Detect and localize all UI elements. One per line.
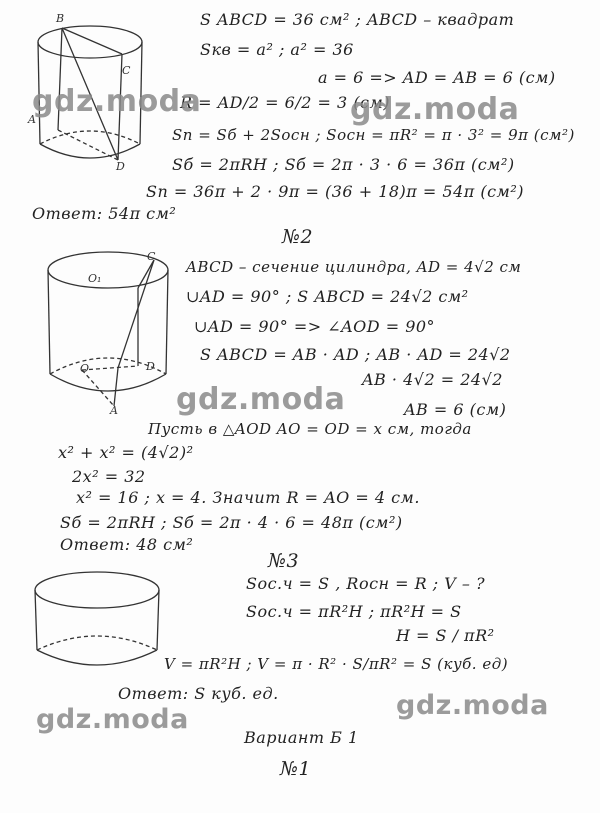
watermark-5: gdz.moda — [396, 690, 549, 721]
fig1-label-a: A — [28, 113, 36, 126]
fig1-label-b: B — [56, 12, 65, 25]
variant-heading: Вариант Б 1 — [244, 728, 359, 747]
p2-line-6: AB = 6 (см) — [404, 400, 507, 419]
fig2-label-o: O — [80, 362, 90, 375]
watermark-1: gdz.moda — [32, 84, 202, 119]
p1-line-1: S ABCD = 36 см² ; ABCD – квадрат — [200, 10, 515, 29]
p1-line-3: a = 6 => AD = AB = 6 (см) — [318, 68, 556, 87]
p2-line-3: ∪AD = 90° => ∠AOD = 90° — [194, 317, 436, 336]
fig2-label-a: A — [110, 404, 118, 417]
p2-line-5: AB · 4√2 = 24√2 — [362, 370, 503, 389]
p2-line-10: x² = 16 ; x = 4. Значит R = AO = 4 см. — [76, 488, 420, 507]
p3-line-2: Sос.ч = πR²H ; πR²H = S — [246, 602, 462, 621]
p2-line-1: ABCD – сечение цилиндра, AD = 4√2 см — [186, 258, 522, 276]
footer-number: №1 — [280, 758, 312, 780]
p2-line-11: Sб = 2πRH ; Sб = 2π · 4 · 6 = 48π (см²) — [60, 513, 403, 532]
p1-line-5: Sп = Sб + 2Sосн ; Sосн = πR² = π · 3² = 9π (см²) — [172, 126, 575, 144]
p2-number: №2 — [282, 226, 314, 248]
p1-line-7: Sп = 36π + 2 · 9π = (36 + 18)π = 54π (см²) — [146, 182, 524, 201]
cylinder-figure-3 — [30, 568, 164, 678]
watermark-2: gdz.moda — [350, 92, 520, 127]
p2-line-9: 2x² = 32 — [72, 467, 146, 486]
p3-number: №3 — [268, 550, 300, 572]
fig2-label-c: C — [147, 250, 156, 263]
p2-line-2: ∪AD = 90° ; S ABCD = 24√2 см² — [186, 287, 469, 306]
p1-line-2: Sкв = a² ; a² = 36 — [200, 40, 354, 59]
fig2-label-d: D — [146, 360, 155, 373]
p2-line-4: S ABCD = AB · AD ; AB · AD = 24√2 — [200, 345, 511, 364]
p3-line-3: H = S / πR² — [396, 626, 495, 645]
p2-line-8: x² + x² = (4√2)² — [58, 443, 194, 462]
p3-line-1: Sос.ч = S , Rосн = R ; V – ? — [246, 574, 486, 593]
fig1-label-c: C — [122, 64, 131, 77]
watermark-3: gdz.moda — [176, 382, 346, 417]
watermark-4: gdz.moda — [36, 704, 189, 735]
cylinder-figure-2 — [42, 248, 174, 418]
p1-answer: Ответ: 54π см² — [32, 204, 177, 223]
p2-line-7: Пусть в △AOD AO = OD = x см, тогда — [148, 420, 472, 438]
fig1-label-d: D — [116, 160, 125, 173]
p3-answer: Ответ: S куб. ед. — [118, 684, 279, 703]
fig2-label-o1: O₁ — [88, 272, 102, 285]
p1-line-4: R = AD/2 = 6/2 = 3 (см) — [180, 93, 390, 112]
p1-line-6: Sб = 2πRH ; Sб = 2π · 3 · 6 = 36π (см²) — [172, 155, 515, 174]
p2-answer: Ответ: 48 см² — [60, 535, 194, 554]
p3-line-4: V = πR²H ; V = π · R² · S/πR² = S (куб. ед) — [164, 655, 509, 673]
